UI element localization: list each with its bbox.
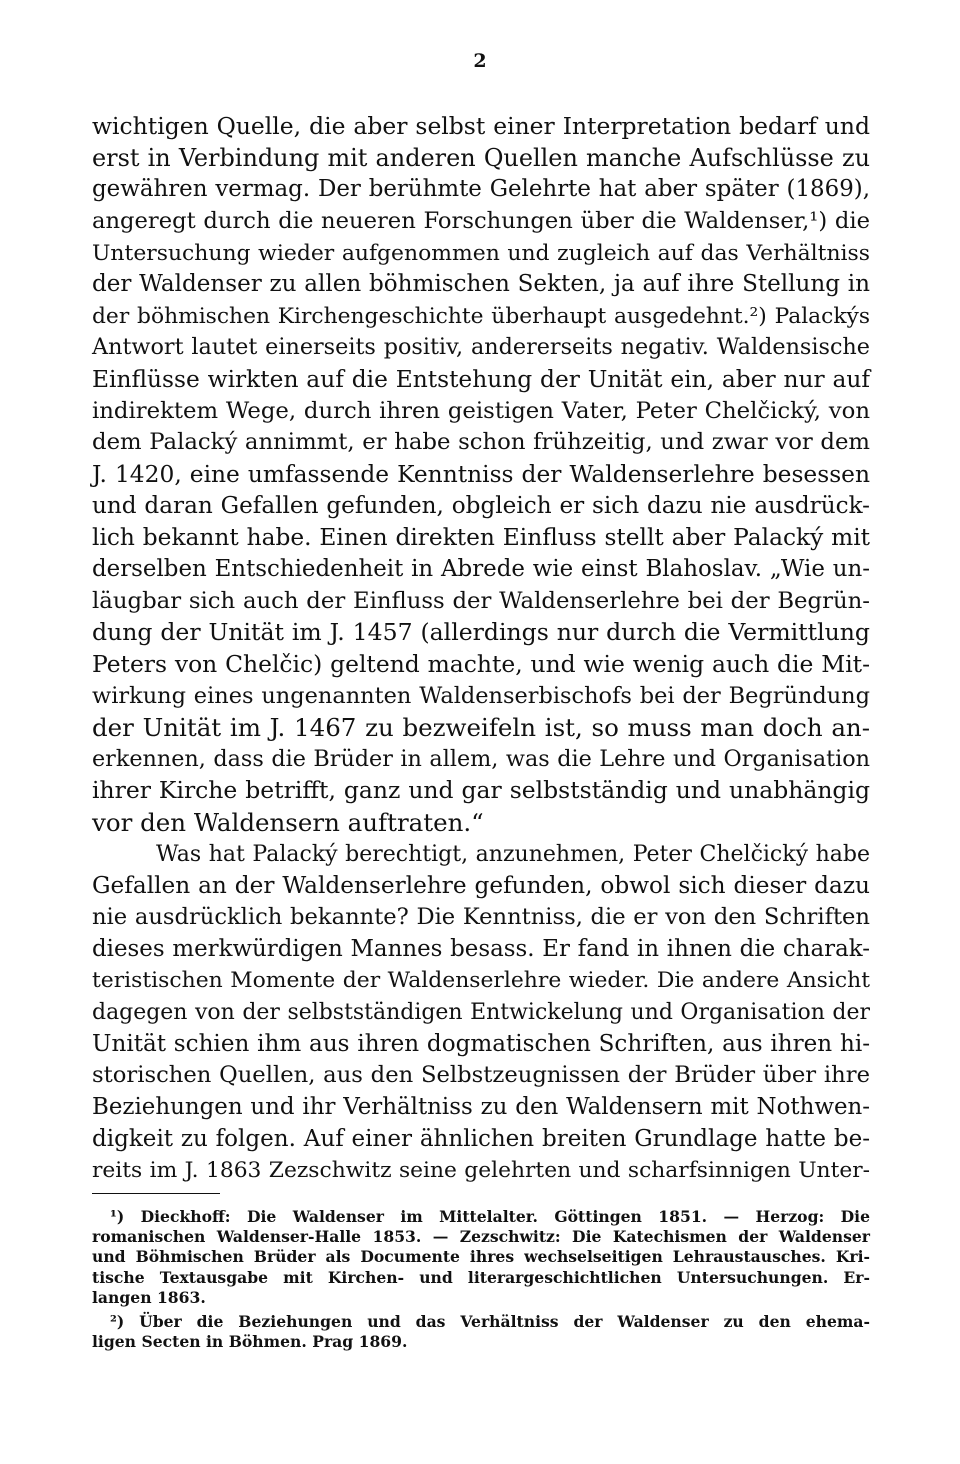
text-line: teristischen Momente der Waldenserlehre wieder. Die andere Ansicht	[92, 968, 870, 994]
text-line: Gefallen an der Waldenserlehre gefunden, obwol sich dieser dazu	[92, 872, 870, 900]
text-line: und daran Gefallen gefunden, obgleich er sich dazu nie ausdrück-	[92, 492, 870, 519]
footnotes	[92, 1207, 870, 1352]
text-line: Untersuchung wieder aufgenommen und zugleich auf das Verhältniss	[92, 240, 870, 266]
text-line: vor den Waldensern auftraten.“	[92, 808, 484, 838]
body-text	[92, 111, 870, 1187]
text-line: lich bekannt habe. Einen direkten Einfluss stellt aber Palacký mit	[92, 524, 870, 552]
footnote-line: romanischen Waldenser-Halle 1853. — Zezschwitz: Die Katechismen der Waldenser	[92, 1227, 870, 1247]
footnote-line: und Böhmischen Brüder als Documente ihres wechselseitigen Lehraustausches. Kri-	[92, 1247, 870, 1267]
text-line: dung der Unität im J. 1457 (allerdings nur durch die Vermittlung	[92, 618, 870, 647]
text-line: storischen Quellen, aus den Selbstzeugnissen der Brüder über ihre	[92, 1062, 870, 1089]
text-line: wirkung eines ungenannten Waldenserbischofs bei der Begründung	[92, 682, 870, 709]
text-line: läugbar sich auch der Einfluss der Waldenserlehre bei der Begrün-	[92, 587, 870, 614]
text-line: Beziehungen und ihr Verhältniss zu den Waldensern mit Nothwen-	[92, 1093, 870, 1120]
footnote-line: ²) Über die Beziehungen und das Verhältniss der Waldenser zu den ehema-	[110, 1311, 870, 1331]
text-line: ihrer Kirche betrifft, ganz und gar selbstständig und unabhängig	[92, 776, 870, 805]
footnote-line: langen 1863.	[92, 1287, 206, 1307]
footnote-line: ¹) Dieckhoff: Die Waldenser im Mittelalter. Göttingen 1851. — Herzog: Die	[110, 1207, 870, 1226]
text-line: dem Palacký annimmt, er habe schon frühzeitig, und zwar vor dem	[92, 429, 870, 456]
text-line: Was hat Palacký berechtigt, anzunehmen, Peter Chelčický habe	[156, 841, 870, 867]
footnote-line: tische Textausgabe mit Kirchen- und literargeschichtlichen Untersuchungen. Er-	[92, 1267, 870, 1287]
text-line: angeregt durch die neueren Forschungen über die Waldenser,¹) die	[92, 207, 870, 234]
text-line: dagegen von der selbstständigen Entwickelung und Organisation der	[92, 999, 870, 1025]
text-line: indirektem Wege, durch ihren geistigen Vater, Peter Chelčický, von	[92, 397, 870, 424]
footnote-line: ligen Secten in Böhmen. Prag 1869.	[92, 1332, 408, 1352]
text-line: Einflüsse wirkten auf die Entstehung der Unität ein, aber nur auf	[92, 366, 870, 394]
text-line: Antwort lautet einerseits positiv, andererseits negativ. Waldensische	[92, 334, 870, 361]
text-line: derselben Entschiedenheit in Abrede wie einst Blahoslav. „Wie un-	[92, 555, 870, 582]
text-line: wichtigen Quelle, die aber selbst einer Interpretation bedarf und	[92, 112, 870, 140]
text-line: reits im J. 1863 Zezschwitz seine gelehrten und scharfsinnigen Unter-	[92, 1158, 870, 1184]
text-line: digkeit zu folgen. Auf einer ähnlichen breiten Grundlage hatte be-	[92, 1125, 870, 1152]
text-line: der böhmischen Kirchengeschichte überhaupt ausgedehnt.²) Palackýs	[92, 303, 870, 329]
footnote-rule	[92, 1193, 220, 1194]
text-line: der Waldenser zu allen böhmischen Sekten, ja auf ihre Stellung in	[92, 271, 870, 298]
text-line: erst in Verbindung mit anderen Quellen manche Aufschlüsse zu	[92, 143, 870, 172]
text-line: der Unität im J. 1467 zu bezweifeln ist, so muss man doch an-	[92, 713, 870, 743]
text-line: J. 1420, eine umfassende Kenntniss der Waldenserlehre besessen	[92, 460, 870, 489]
text-line: Peters von Chelčic) geltend machte, und wie wenig auch die Mit-	[92, 649, 870, 678]
text-line: erkennen, dass die Brüder in allem, was die Lehre und Organisation	[92, 745, 870, 772]
page-number: 2	[473, 50, 487, 72]
text-line: nie ausdrücklich bekannte? Die Kenntniss, die er von den Schriften	[92, 904, 870, 931]
text-line: gewähren vermag. Der berühmte Gelehrte hat aber später (1869),	[92, 176, 870, 203]
text-line: dieses merkwürdigen Mannes besass. Er fand in ihnen die charak-	[92, 935, 870, 962]
text-line: Unität schien ihm aus ihren dogmatischen Schriften, aus ihren hi-	[92, 1030, 870, 1057]
